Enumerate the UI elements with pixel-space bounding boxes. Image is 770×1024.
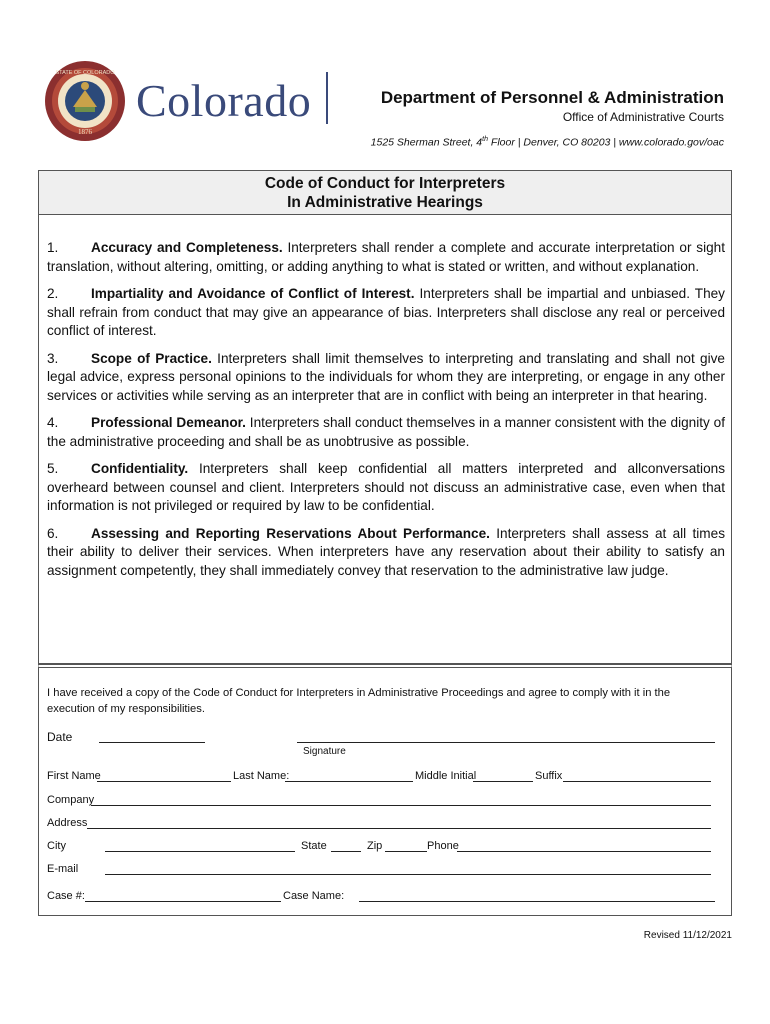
- state-label: State: [301, 840, 327, 852]
- acknowledgment-form: [38, 664, 732, 916]
- case-name-label: Case Name:: [283, 890, 345, 902]
- company-field[interactable]: [91, 805, 711, 806]
- conduct-item-scope: 3. Scope of Practice. Interpreters shall limit themselves to interpreting and translating and shall not give legal advice, express personal opinions to the individuals for whom they are interpreting, or engage in any other services or activities while serving as an interpreter that are in conflict with being an interpreter in that hearing.: [47, 350, 725, 403]
- office-name: Office of Administrative Courts: [562, 110, 724, 124]
- case-number-label: Case #:: [47, 890, 85, 902]
- first-name-field[interactable]: [97, 781, 231, 782]
- title-line-2: In Administrative Hearings: [287, 194, 483, 211]
- state-field[interactable]: [331, 851, 361, 852]
- address-part-2: Floor | Denver, CO 80203 | www.colorado.gov/oac: [488, 136, 724, 149]
- email-label: E-mail: [47, 863, 79, 875]
- revision-date: Revised 11/12/2021: [643, 930, 732, 941]
- phone-field[interactable]: [457, 851, 711, 852]
- suffix-label: Suffix: [535, 770, 563, 782]
- phone-label: Phone: [427, 840, 459, 852]
- city-label: City: [47, 840, 66, 852]
- zip-label: Zip: [367, 840, 383, 852]
- colorado-state-seal: [44, 60, 126, 142]
- zip-field[interactable]: [385, 851, 427, 852]
- city-field[interactable]: [105, 851, 295, 852]
- address-label: Address: [47, 817, 88, 829]
- code-of-conduct-box: [38, 170, 732, 664]
- header-divider: [326, 72, 328, 124]
- last-name-field[interactable]: [285, 781, 413, 782]
- document-title: [39, 171, 731, 215]
- suffix-field[interactable]: [563, 781, 711, 782]
- seal-year: 1876: [78, 128, 92, 136]
- signature-label: Signature: [303, 746, 346, 757]
- case-number-field[interactable]: [85, 901, 281, 902]
- conduct-item-confidentiality: 5. Confidentiality. Interpreters shall keep confidential all matters interpreted and allconversations overheard between counsel and client. Interpreters should not discuss an administrative case, even when that information is not privileged or required by law to be confidential.: [47, 461, 725, 513]
- office-address: [371, 136, 724, 149]
- middle-initial-field[interactable]: [473, 781, 533, 782]
- seal-ring-text: STATE OF COLORADO: [55, 70, 115, 76]
- first-name-label: First Name: [47, 770, 101, 782]
- department-name: Department of Personnel & Administration: [380, 88, 724, 107]
- conduct-item-reservations: 6. Assessing and Reporting Reservations About Performance. Interpreters shall assess at all times their ability to deliver their services. When interpreters have any reservation about their ability to satisfy an assignment competently, they shall immediately convey that reservation to the administrative law judge.: [47, 525, 725, 578]
- address-part-1: 1525 Sherman Street, 4: [370, 136, 483, 149]
- conduct-item-accuracy: 1. Accuracy and Completeness. Interpreters shall render a complete and accurate interpretation or sight translation, without altering, omitting, or adding anything to what is stated or written, and without explanation.: [47, 240, 725, 274]
- conduct-items: [39, 215, 731, 580]
- address-superscript: th: [482, 136, 488, 143]
- address-field[interactable]: [87, 828, 711, 829]
- case-name-field[interactable]: [359, 901, 715, 902]
- acknowledgment-statement: I have received a copy of the Code of Conduct for Interpreters in Administrative Proceedings and agree to comply with it in the execution of my responsibilities.: [47, 687, 671, 715]
- signature-field[interactable]: [297, 742, 715, 743]
- state-wordmark: Colorado: [136, 75, 312, 126]
- date-field[interactable]: [99, 742, 205, 743]
- email-field[interactable]: [105, 874, 711, 875]
- title-line-1: Code of Conduct for Interpreters: [264, 175, 506, 192]
- last-name-label: Last Name:: [233, 770, 290, 782]
- date-label: Date: [47, 730, 73, 744]
- conduct-item-impartiality: 2. Impartiality and Avoidance of Conflict of Interest. Interpreters shall be impartial and unbiased. They shall refrain from conduct that may give an appearance of bias. Interpreters shall disclose any real or perceived conflict of interest.: [47, 286, 725, 338]
- company-label: Company: [47, 794, 95, 806]
- conduct-item-demeanor: 4. Professional Demeanor. Interpreters shall conduct themselves in a manner consistent with the dignity of the administrative proceeding and shall be as unobtrusive as possible.: [47, 415, 726, 449]
- middle-initial-label: Middle Initial: [415, 770, 477, 782]
